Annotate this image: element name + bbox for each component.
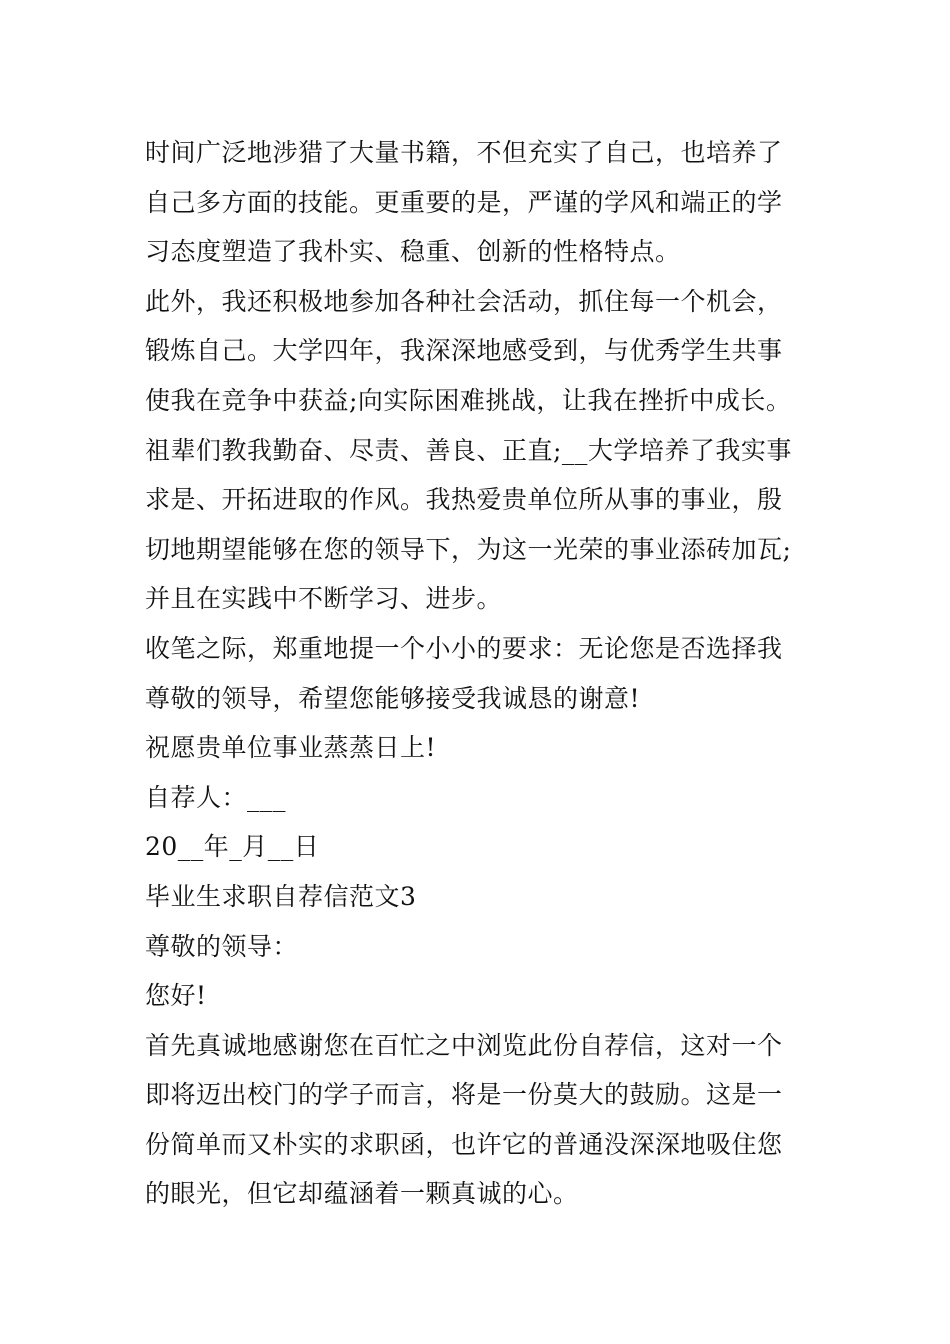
text-line: 求是、开拓进取的作风。我热爱贵单位所从事的事业，殷 [145,485,783,515]
text-line: 首先真诚地感谢您在百忙之中浏览此份自荐信，这对一个 [145,1030,783,1060]
date-line: 20__年_月__日 [145,832,320,862]
section-title: 毕业生求职自荐信范文3 [145,881,417,911]
text-line: 时间广泛地涉猎了大量书籍，不但充实了自己，也培养了 [145,138,783,167]
text-line: 并且在实践中不断学习、进步。 [145,584,503,614]
closing-wish: 祝愿贵单位事业蒸蒸日上! [145,733,437,763]
text-line: 份简单而又朴实的求职函，也许它的普通没深深地吸住您 [145,1129,783,1159]
greeting: 您好! [145,981,207,1011]
text-line: 自己多方面的技能。更重要的是，严谨的学风和端正的学 [145,187,783,217]
text-line: 习态度塑造了我朴实、稳重、创新的性格特点。 [145,237,681,267]
text-line: 锻炼自己。大学四年，我深深地感受到，与优秀学生共事 [145,336,783,366]
signature-line: 自荐人：___ [145,782,287,812]
text-line: 尊敬的领导，希望您能够接受我诚恳的谢意! [145,683,641,713]
text-line: 收笔之际，郑重地提一个小小的要求：无论您是否选择我 [145,633,783,663]
salutation: 尊敬的领导： [145,931,299,961]
text-line: 切地期望能够在您的领导下，为这一光荣的事业添砖加瓦; [145,534,792,564]
document-body [145,128,810,1219]
text-line: 的眼光，但它却蕴涵着一颗真诚的心。 [145,1179,579,1209]
text-line: 此外，我还积极地参加各种社会活动，抓住每一个机会， [145,286,783,316]
text-line: 祖辈们教我勤奋、尽责、善良、正直;__大学培养了我实事 [145,435,792,465]
text-line: 使我在竞争中获益;向实际困难挑战，让我在挫折中成长。 [145,385,792,415]
text-line: 即将迈出校门的学子而言，将是一份莫大的鼓励。这是一 [145,1080,783,1110]
